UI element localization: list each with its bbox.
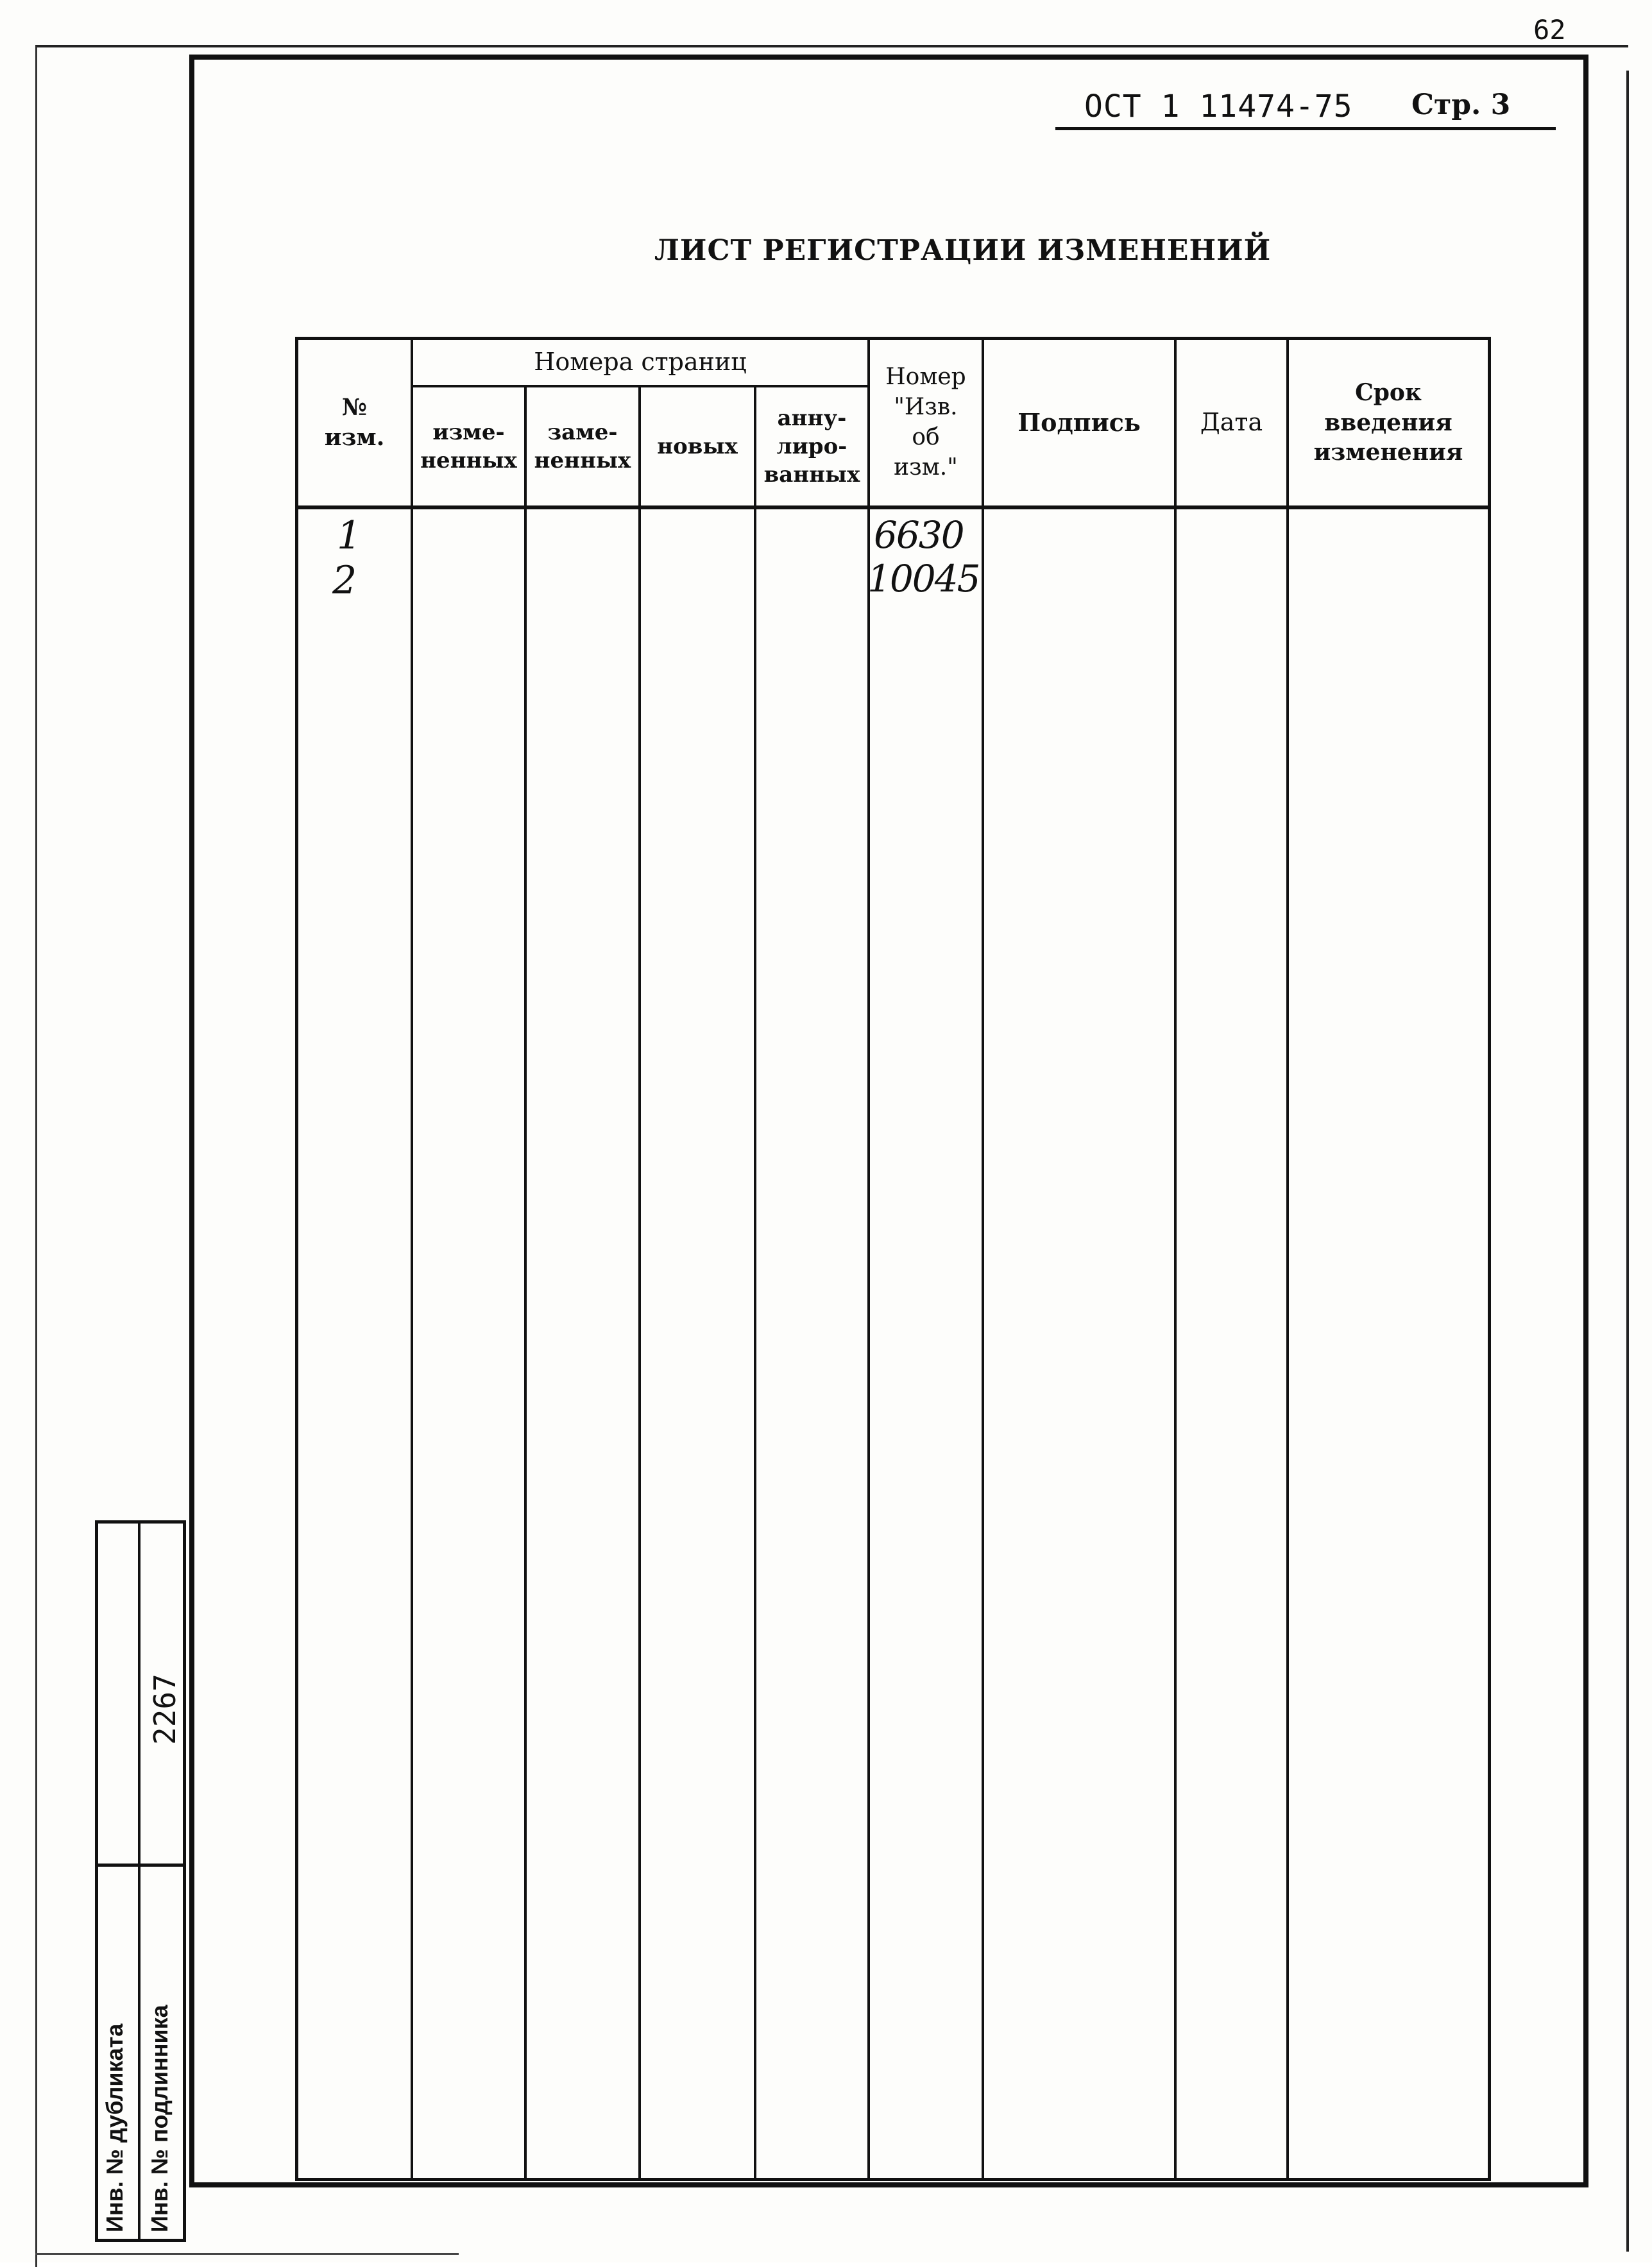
outer-frame-right-edge [1626,71,1629,2252]
outer-frame-bottom-edge [35,2253,459,2255]
column-divider [1286,337,1289,2181]
column-divider [982,337,984,2181]
column-divider [754,385,756,2181]
column-divider [638,385,641,2181]
header-new-pages: новых [657,433,738,459]
table-row-1-change-no: 1 [337,513,362,558]
column-divider [1174,337,1177,2181]
original-inventory-label: Инв. № подлинника [146,2005,173,2232]
form-title: ЛИСТ РЕГИСТРАЦИИ ИЗМЕНЕНИЙ [654,234,1272,267]
header-effective-date: Срок введения изменения [1313,378,1463,466]
inventory-stamp-divider [138,1520,141,2242]
header-underline [1055,127,1556,130]
header-bottom-rule [295,505,1491,509]
inventory-stamp-cross-rule [95,1864,186,1867]
table-row-2-notice-no: 10045 [867,557,980,600]
header-annulled-pages: анну- лиро- ванных [763,405,860,488]
column-divider [867,337,870,2181]
header-signature: Подпись [1018,408,1141,437]
column-divider [411,337,413,2181]
header-notice-no: Номер "Изв. об изм." [885,364,966,480]
column-divider [524,385,527,2181]
document-code: ОСТ 1 11474-75 [1084,89,1353,124]
change-registration-table [295,337,1491,2181]
table-row-1-notice-no: 6630 [874,513,964,557]
header-change-no: № изм. [324,394,385,451]
header-date: Дата [1200,408,1263,437]
duplicate-inventory-label: Инв. № дубликата [101,2023,128,2232]
header-replaced-pages: заме- ненных [534,419,631,473]
sheet-number: 62 [1533,14,1566,46]
page-label: Стр. 3 [1411,89,1511,121]
table-row-2-change-no: 2 [332,558,357,603]
original-inventory-number: 2267 [148,1674,182,1745]
header-page-numbers: Номера страниц [534,348,747,377]
header-changed-pages: изме- ненных [420,419,517,473]
